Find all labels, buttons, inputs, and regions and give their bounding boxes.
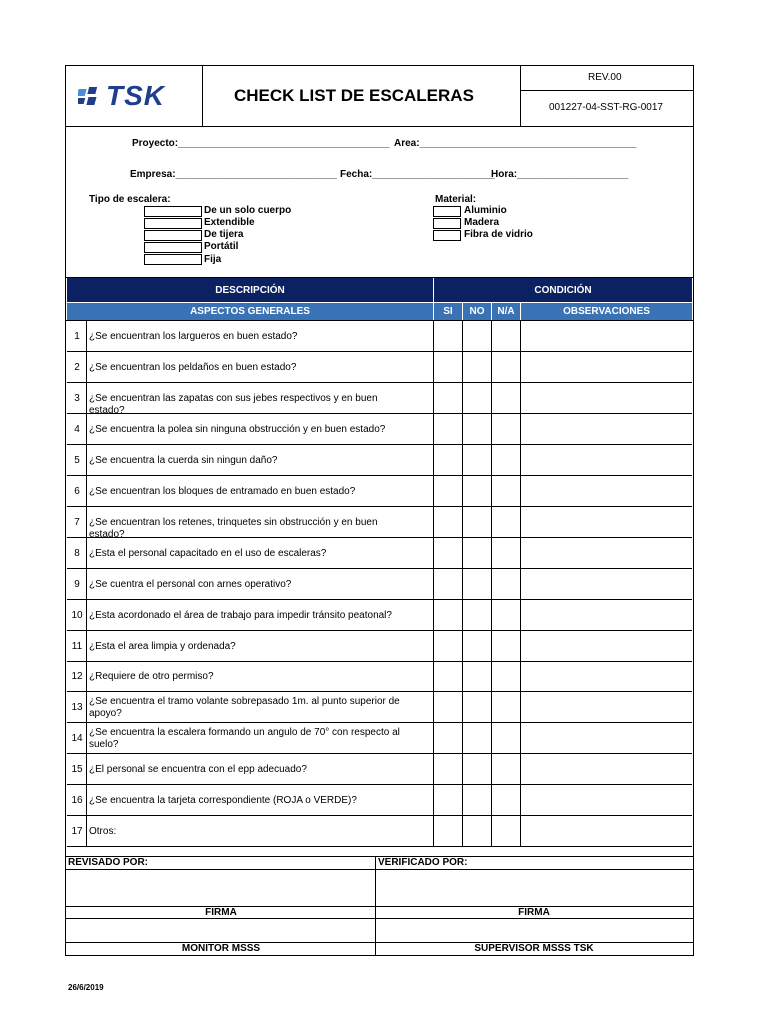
row-si-cell[interactable] xyxy=(434,414,462,445)
row-obs-cell[interactable] xyxy=(521,723,692,754)
row-question: ¿Esta el area limpia y ordenada? xyxy=(89,640,236,652)
row-number: 12 xyxy=(71,671,83,682)
table-row xyxy=(67,754,692,785)
row-na-cell[interactable] xyxy=(492,785,520,816)
table-row xyxy=(67,662,692,692)
proyecto-field[interactable]: Proyecto:______________________________________ xyxy=(132,138,390,149)
condicion-header: CONDICIÓN xyxy=(434,278,692,302)
row-no-cell[interactable] xyxy=(463,723,491,754)
row-obs-cell[interactable] xyxy=(521,383,692,414)
material-checkbox-3[interactable] xyxy=(433,230,461,241)
table-row xyxy=(67,352,692,383)
row-na-cell[interactable] xyxy=(492,569,520,600)
row-na-cell[interactable] xyxy=(492,754,520,785)
row-si-cell[interactable] xyxy=(434,352,462,383)
row-no-cell[interactable] xyxy=(463,538,491,569)
row-no-cell[interactable] xyxy=(463,352,491,383)
row-na-cell[interactable] xyxy=(492,662,520,692)
row-no-cell[interactable] xyxy=(463,321,491,352)
tipo-checkbox-2[interactable] xyxy=(144,218,202,229)
header-divider-2 xyxy=(520,66,521,126)
no-header: NO xyxy=(463,303,491,320)
table-row xyxy=(67,816,692,847)
col-line-si xyxy=(433,320,434,847)
verificado-signature-box[interactable] xyxy=(376,870,692,906)
row-question: ¿Esta acordonado el área de trabajo para impedir tránsito peatonal? xyxy=(89,609,392,621)
revisado-por-label: REVISADO POR: xyxy=(68,857,149,868)
row-number: 14 xyxy=(71,732,83,744)
row-no-cell[interactable] xyxy=(463,383,491,414)
row-question: ¿El personal se encuentra con el epp adecuado? xyxy=(89,763,307,775)
document-code: 001227-04-SST-RG-0017 xyxy=(549,102,663,113)
tipo-escalera-label: Tipo de escalera: xyxy=(89,194,171,205)
row-na-cell[interactable] xyxy=(492,383,520,414)
row-na-cell[interactable] xyxy=(492,352,520,383)
col-line-no xyxy=(462,320,463,847)
page-title: CHECK LIST DE ESCALERAS xyxy=(234,86,474,105)
row-na-cell[interactable] xyxy=(492,321,520,352)
row-obs-cell[interactable] xyxy=(521,321,692,352)
row-no-cell[interactable] xyxy=(463,785,491,816)
table-row xyxy=(67,785,692,816)
row-obs-cell[interactable] xyxy=(521,352,692,383)
hora-field[interactable]: Hora:____________________ xyxy=(491,169,629,180)
row-number: 1 xyxy=(74,330,80,342)
table-row xyxy=(67,538,692,569)
row-si-cell[interactable] xyxy=(434,569,462,600)
revisado-signature-box[interactable] xyxy=(67,870,375,906)
row-question: ¿Se encuentran los peldaños en buen estado? xyxy=(89,361,297,373)
header-divider-1 xyxy=(202,66,203,126)
row-question: ¿Se encuentran los largueros en buen estado? xyxy=(89,330,298,342)
table-row xyxy=(67,383,692,414)
material-option-2: Madera xyxy=(464,217,500,228)
row-si-cell[interactable] xyxy=(434,723,462,754)
row-question: ¿Esta el personal capacitado en el uso de escaleras? xyxy=(89,547,327,559)
row-number: 17 xyxy=(71,825,83,837)
row-question: ¿Se encuentra la escalera formando un angulo de 70° con respecto al suelo? xyxy=(89,726,400,750)
si-header: SI xyxy=(434,303,462,320)
na-header: N/A xyxy=(492,303,520,320)
row-na-cell[interactable] xyxy=(492,816,520,847)
row-question: ¿Se encuentran los retenes, trinquetes sin obstrucción y en buen estado? xyxy=(89,516,378,540)
tipo-checkbox-4[interactable] xyxy=(144,242,202,253)
revision-label: REV.00 xyxy=(588,72,622,83)
table-row xyxy=(67,692,692,723)
row-obs-cell[interactable] xyxy=(521,445,692,476)
row-na-cell[interactable] xyxy=(492,692,520,723)
row-no-cell[interactable] xyxy=(463,414,491,445)
row-obs-cell[interactable] xyxy=(521,662,692,692)
row-si-cell[interactable] xyxy=(434,631,462,662)
tipo-option-1: De un solo cuerpo xyxy=(204,205,292,216)
row-number: 4 xyxy=(74,423,80,435)
row-number: 13 xyxy=(71,701,83,713)
tipo-option-3: De tijera xyxy=(204,229,244,240)
firma-left-label: FIRMA xyxy=(205,906,237,918)
row-no-cell[interactable] xyxy=(463,754,491,785)
row-obs-cell[interactable] xyxy=(521,414,692,445)
table-row xyxy=(67,321,692,352)
descripcion-header: DESCRIPCIÓN xyxy=(67,278,433,302)
material-label: Material: xyxy=(435,194,477,205)
material-checkbox-1[interactable] xyxy=(433,206,461,217)
firma-right-label: FIRMA xyxy=(518,906,550,918)
row-obs-cell[interactable] xyxy=(521,538,692,569)
row-number: 3 xyxy=(74,392,80,404)
row-na-cell[interactable] xyxy=(492,723,520,754)
footer-date: 26/6/2019 xyxy=(68,983,104,992)
logo-mark-icon xyxy=(78,84,108,110)
table-row xyxy=(67,476,692,507)
row-obs-cell[interactable] xyxy=(521,476,692,507)
row-number: 8 xyxy=(74,547,80,559)
monitor-msss-label: MONITOR MSSS xyxy=(181,943,261,954)
observaciones-header: OBSERVACIONES xyxy=(521,303,692,320)
row-obs-cell[interactable] xyxy=(521,816,692,847)
tipo-checkbox-3[interactable] xyxy=(144,230,202,241)
row-si-cell[interactable] xyxy=(434,445,462,476)
row-si-cell[interactable] xyxy=(434,383,462,414)
row-no-cell[interactable] xyxy=(463,816,491,847)
row-si-cell[interactable] xyxy=(434,600,462,631)
row-obs-cell[interactable] xyxy=(521,631,692,662)
row-obs-cell[interactable] xyxy=(521,754,692,785)
material-option-3: Fibra de vidrio xyxy=(464,229,533,240)
area-field[interactable]: Area:_______________________________________ xyxy=(394,138,637,149)
aspectos-generales-header: ASPECTOS GENERALES xyxy=(67,303,433,320)
row-question: ¿Se encuentra el tramo volante sobrepasado 1m. al punto superior de apoyo? xyxy=(89,695,400,719)
tipo-option-5: Fija xyxy=(204,254,222,265)
row-si-cell[interactable] xyxy=(434,662,462,692)
row-obs-cell[interactable] xyxy=(521,569,692,600)
table-row xyxy=(67,445,692,476)
table-row xyxy=(67,631,692,662)
logo-text: TSK xyxy=(106,80,165,111)
row-na-cell[interactable] xyxy=(492,507,520,538)
material-option-1: Aluminio xyxy=(464,205,507,216)
row-na-cell[interactable] xyxy=(492,445,520,476)
row-question: Otros: xyxy=(89,825,117,837)
tipo-option-2: Extendible xyxy=(204,217,255,228)
row-na-cell[interactable] xyxy=(492,631,520,662)
col-line-obs xyxy=(520,320,521,847)
row-obs-cell[interactable] xyxy=(521,785,692,816)
supervisor-msss-label: SUPERVISOR MSSS TSK xyxy=(474,943,594,954)
row-no-cell[interactable] xyxy=(463,445,491,476)
row-si-cell[interactable] xyxy=(434,507,462,538)
tipo-checkbox-5[interactable] xyxy=(144,254,202,265)
fecha-field[interactable]: Fecha:______________________ xyxy=(340,169,495,180)
row-na-cell[interactable] xyxy=(492,476,520,507)
row-no-cell[interactable] xyxy=(463,507,491,538)
sig-line-3 xyxy=(66,918,693,919)
row-obs-cell[interactable] xyxy=(521,507,692,538)
row-number: 10 xyxy=(71,609,83,621)
row-number: 7 xyxy=(74,516,80,528)
row-si-cell[interactable] xyxy=(434,785,462,816)
header-rev-line xyxy=(520,90,693,91)
row-number: 15 xyxy=(71,763,83,775)
row-na-cell[interactable] xyxy=(492,538,520,569)
row-no-cell[interactable] xyxy=(463,569,491,600)
row-no-cell[interactable] xyxy=(463,631,491,662)
row-si-cell[interactable] xyxy=(434,538,462,569)
row-obs-cell[interactable] xyxy=(521,600,692,631)
row-no-cell[interactable] xyxy=(463,600,491,631)
row-number: 9 xyxy=(74,578,80,590)
empresa-field[interactable]: Empresa:_____________________________ xyxy=(130,169,337,180)
verificado-por-label: VERIFICADO POR: xyxy=(378,857,468,868)
table-row xyxy=(67,569,692,600)
row-no-cell[interactable] xyxy=(463,692,491,723)
row-si-cell[interactable] xyxy=(434,321,462,352)
tsk-logo xyxy=(78,82,193,112)
row-question: ¿Se encuentra la cuerda sin ningun daño? xyxy=(89,454,278,466)
row-na-cell[interactable] xyxy=(492,600,520,631)
row-question: ¿Se encuentran las zapatas con sus jebes respectivos y en buen estado? xyxy=(89,392,378,416)
row-number: 6 xyxy=(74,485,80,497)
table-row xyxy=(67,507,692,538)
row-si-cell[interactable] xyxy=(434,692,462,723)
table-top-line xyxy=(66,277,693,278)
row-obs-cell[interactable] xyxy=(521,692,692,723)
row-si-cell[interactable] xyxy=(434,754,462,785)
table-row xyxy=(67,723,692,754)
row-number: 5 xyxy=(74,454,80,466)
tipo-option-4: Portátil xyxy=(204,241,239,252)
col-line-na xyxy=(491,320,492,847)
row-question: ¿Se encuentra la tarjeta correspondiente (ROJA o VERDE)? xyxy=(89,794,357,806)
row-si-cell[interactable] xyxy=(434,816,462,847)
row-no-cell[interactable] xyxy=(463,662,491,692)
col-line-num xyxy=(86,320,87,847)
row-question: ¿Requiere de otro permiso? xyxy=(89,671,214,682)
row-question: ¿Se cuentra el personal con arnes operativo? xyxy=(89,578,292,590)
table-row xyxy=(67,414,692,445)
row-number: 11 xyxy=(71,640,83,652)
tipo-checkbox-1[interactable] xyxy=(144,206,202,217)
row-no-cell[interactable] xyxy=(463,476,491,507)
header-bottom-line xyxy=(66,126,693,127)
table-row xyxy=(67,600,692,631)
row-na-cell[interactable] xyxy=(492,414,520,445)
row-question: ¿Se encuentran los bloques de entramado en buen estado? xyxy=(89,485,356,497)
row-number: 2 xyxy=(74,361,80,373)
row-question: ¿Se encuentra la polea sin ninguna obstrucción y en buen estado? xyxy=(89,423,386,435)
material-checkbox-2[interactable] xyxy=(433,218,461,229)
row-si-cell[interactable] xyxy=(434,476,462,507)
row-number: 16 xyxy=(71,794,83,806)
